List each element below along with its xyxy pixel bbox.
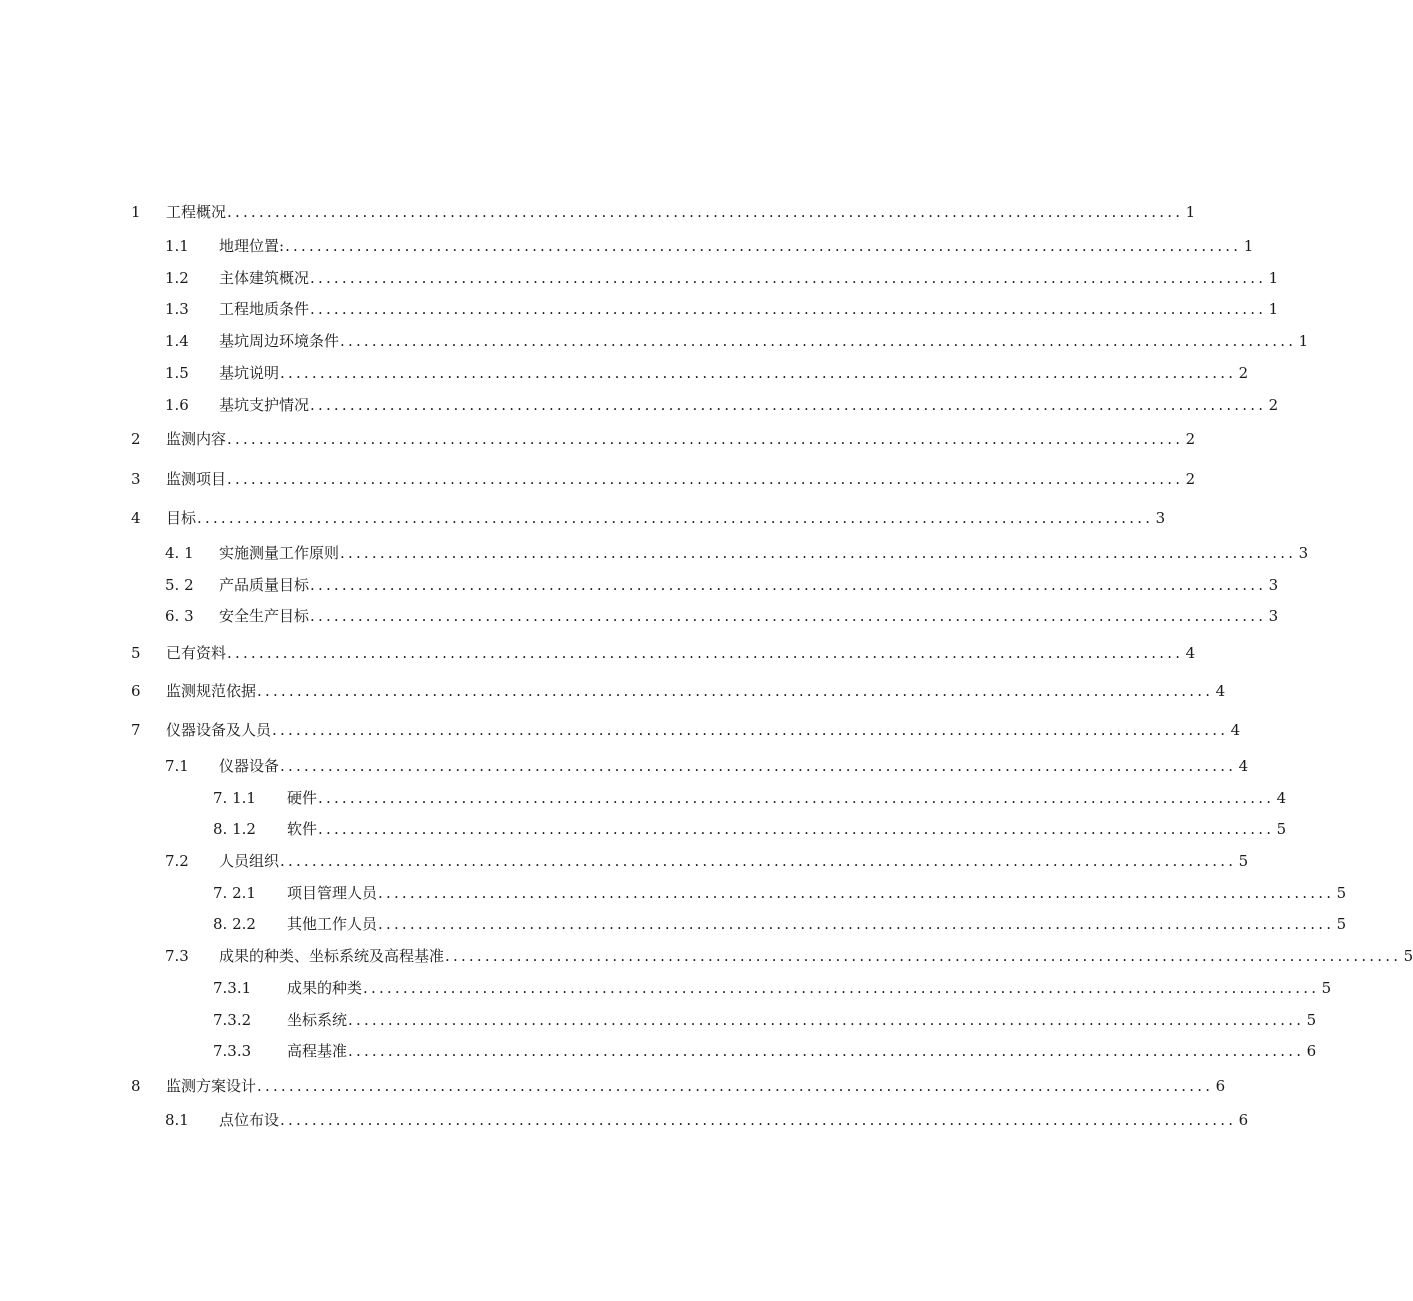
toc-entry-title: 高程基准	[287, 1042, 348, 1060]
toc-entry[interactable]	[131, 201, 1196, 223]
toc-dot-leader: ........................................................................................................................	[310, 607, 1267, 625]
toc-entry[interactable]	[131, 642, 1196, 664]
toc-entry[interactable]	[165, 574, 1279, 596]
toc-entry-number: 2	[131, 430, 141, 448]
toc-entry-title: 基坑周边环境条件	[219, 332, 340, 350]
toc-entry-title: 安全生产目标	[219, 607, 310, 625]
toc-entry-title: 产品质量目标	[219, 576, 310, 594]
toc-dot-leader: ........................................................................................................................	[378, 884, 1335, 902]
toc-entry-page: 4	[1185, 644, 1196, 662]
toc-entry-title: 主体建筑概况	[219, 269, 310, 287]
toc-entry-page: 2	[1185, 430, 1196, 448]
toc-dot-leader: ........................................................................................................................	[340, 332, 1297, 350]
toc-entry[interactable]	[213, 787, 1287, 809]
toc-entry[interactable]	[213, 977, 1332, 999]
toc-entry-page: 5	[1336, 884, 1347, 902]
toc-entry-page: 2	[1185, 470, 1196, 488]
toc-entry[interactable]	[213, 1040, 1317, 1062]
toc-entry-title: 实施测量工作原则	[219, 544, 340, 562]
toc-entry-page: 3	[1298, 544, 1309, 562]
toc-entry-page: 4	[1238, 757, 1249, 775]
toc-dot-leader: ........................................................................................................................	[340, 544, 1297, 562]
toc-entry-title: 仪器设备	[219, 757, 280, 775]
toc-entry[interactable]	[165, 850, 1249, 872]
toc-entry-number: 4	[131, 509, 141, 527]
toc-entry-number: 7.2	[165, 852, 189, 870]
toc-entry-title: 点位布设	[219, 1111, 280, 1129]
toc-entry-number: 8. 1.2	[213, 820, 256, 838]
toc-entry-number: 1.3	[165, 300, 189, 318]
toc-dot-leader: ........................................................................................................................	[310, 269, 1267, 287]
toc-dot-leader: ........................................................................................................................	[310, 576, 1267, 594]
toc-entry-page: 4	[1230, 721, 1241, 739]
toc-entry-title: 工程概况	[166, 203, 227, 221]
toc-dot-leader: ........................................................................................................................	[285, 237, 1242, 255]
toc-entry-page: 5	[1238, 852, 1249, 870]
toc-entry[interactable]	[165, 362, 1249, 384]
toc-dot-leader: ........................................................................................................................	[363, 979, 1320, 997]
toc-entry-number: 7.1	[165, 757, 189, 775]
toc-entry-page: 5	[1276, 820, 1287, 838]
toc-entry-page: 5	[1403, 947, 1413, 965]
toc-entry[interactable]	[213, 882, 1347, 904]
toc-entry-number: 6	[131, 682, 141, 700]
toc-entry-number: 5. 2	[165, 576, 194, 594]
toc-entry-number: 7.3.3	[213, 1042, 252, 1060]
toc-entry-page: 3	[1155, 509, 1166, 527]
toc-entry-number: 1.5	[165, 364, 189, 382]
toc-entry-title: 其他工作人员	[287, 915, 378, 933]
toc-entry-number: 8.1	[165, 1111, 189, 1129]
toc-entry-title: 基坑支护情况	[219, 396, 310, 414]
toc-entry[interactable]	[213, 1009, 1317, 1031]
toc-dot-leader: ........................................................................................................................	[280, 1111, 1237, 1129]
toc-entry-number: 1.6	[165, 396, 189, 414]
toc-entry-number: 7. 2.1	[213, 884, 256, 902]
toc-entry[interactable]	[165, 330, 1309, 352]
toc-entry[interactable]	[213, 818, 1287, 840]
toc-entry[interactable]	[131, 428, 1196, 450]
toc-dot-leader: ........................................................................................................................	[272, 721, 1229, 739]
toc-entry-title: 坐标系统	[287, 1011, 348, 1029]
toc-dot-leader: ........................................................................................................................	[318, 789, 1275, 807]
toc-entry[interactable]	[165, 298, 1279, 320]
toc-entry-title: 基坑说明	[219, 364, 280, 382]
toc-entry-number: 1.4	[165, 332, 189, 350]
toc-entry-page: 5	[1321, 979, 1332, 997]
toc-entry[interactable]	[165, 542, 1309, 564]
toc-dot-leader: ........................................................................................................................	[445, 947, 1402, 965]
toc-entry[interactable]	[165, 945, 1413, 967]
toc-entry[interactable]	[165, 394, 1279, 416]
toc-dot-leader: ........................................................................................................................	[227, 430, 1184, 448]
toc-entry-number: 1	[131, 203, 141, 221]
toc-entry-number: 7.3.2	[213, 1011, 252, 1029]
toc-dot-leader: ........................................................................................................................	[310, 396, 1267, 414]
toc-entry-page: 5	[1306, 1011, 1317, 1029]
toc-dot-leader: ........................................................................................................................	[378, 915, 1335, 933]
toc-entry-number: 8. 2.2	[213, 915, 256, 933]
toc-dot-leader: ........................................................................................................................	[310, 300, 1267, 318]
toc-entry-title: 监测规范依据	[166, 682, 257, 700]
toc-entry[interactable]	[131, 507, 1166, 529]
toc-entry[interactable]	[165, 267, 1279, 289]
toc-entry-page: 2	[1238, 364, 1249, 382]
toc-entry-page: 5	[1336, 915, 1347, 933]
toc-dot-leader: ........................................................................................................................	[257, 1077, 1214, 1095]
toc-entry-title: 已有资料	[166, 644, 227, 662]
toc-entry[interactable]	[213, 913, 1347, 935]
toc-dot-leader: ........................................................................................................................	[348, 1042, 1305, 1060]
toc-entry[interactable]	[165, 235, 1254, 257]
toc-dot-leader: ........................................................................................................................	[280, 852, 1237, 870]
toc-entry-title: 成果的种类	[287, 979, 363, 997]
toc-entry[interactable]	[131, 1075, 1226, 1097]
toc-entry-page: 1	[1298, 332, 1309, 350]
toc-entry-title: 人员组织	[219, 852, 280, 870]
toc-entry-title: 监测内容	[166, 430, 227, 448]
toc-entry-page: 4	[1276, 789, 1287, 807]
toc-entry-page: 6	[1215, 1077, 1226, 1095]
toc-entry-title: 软件	[287, 820, 318, 838]
toc-entry-number: 7	[131, 721, 141, 739]
toc-entry-number: 5	[131, 644, 141, 662]
toc-entry-page: 6	[1306, 1042, 1317, 1060]
toc-dot-leader: ........................................................................................................................	[348, 1011, 1305, 1029]
toc-entry-number: 7.3	[165, 947, 189, 965]
toc-entry-page: 1	[1268, 300, 1279, 318]
toc-entry[interactable]	[165, 1109, 1249, 1131]
toc-entry[interactable]	[131, 468, 1196, 490]
toc-entry-page: 6	[1238, 1111, 1249, 1129]
toc-entry-title: 地理位置:	[219, 237, 285, 255]
toc-dot-leader: ........................................................................................................................	[227, 644, 1184, 662]
toc-entry-title: 成果的种类、坐标系统及高程基准	[219, 947, 445, 965]
toc-entry-page: 2	[1268, 396, 1279, 414]
toc-entry-page: 1	[1268, 269, 1279, 287]
toc-dot-leader: ........................................................................................................................	[227, 470, 1184, 488]
toc-entry-title: 目标	[166, 509, 197, 527]
toc-entry-title: 项目管理人员	[287, 884, 378, 902]
toc-entry-page: 3	[1268, 607, 1279, 625]
toc-entry-number: 6. 3	[165, 607, 194, 625]
toc-entry-number: 7.3.1	[213, 979, 252, 997]
toc-entry-number: 3	[131, 470, 141, 488]
toc-entry-page: 1	[1243, 237, 1254, 255]
toc-dot-leader: ........................................................................................................................	[280, 364, 1237, 382]
toc-dot-leader: ........................................................................................................................	[197, 509, 1154, 527]
toc-entry-title: 监测项目	[166, 470, 227, 488]
toc-entry-title: 监测方案设计	[166, 1077, 257, 1095]
toc-entry-page: 1	[1185, 203, 1196, 221]
toc-dot-leader: ........................................................................................................................	[227, 203, 1184, 221]
toc-entry[interactable]	[165, 605, 1279, 627]
toc-entry-number: 4. 1	[165, 544, 194, 562]
toc-entry[interactable]	[165, 755, 1249, 777]
toc-entry[interactable]	[131, 719, 1241, 741]
toc-entry-page: 3	[1268, 576, 1279, 594]
toc-entry-number: 1.2	[165, 269, 189, 287]
toc-entry-page: 4	[1215, 682, 1226, 700]
toc-entry-title: 工程地质条件	[219, 300, 310, 318]
toc-dot-leader: ........................................................................................................................	[257, 682, 1214, 700]
toc-dot-leader: ........................................................................................................................	[318, 820, 1275, 838]
toc-entry-title: 仪器设备及人员	[166, 721, 272, 739]
toc-entry-number: 7. 1.1	[213, 789, 256, 807]
toc-entry-number: 1.1	[165, 237, 189, 255]
toc-entry[interactable]	[131, 680, 1226, 702]
toc-entry-title: 硬件	[287, 789, 318, 807]
toc-dot-leader: ........................................................................................................................	[280, 757, 1237, 775]
toc-entry-number: 8	[131, 1077, 141, 1095]
